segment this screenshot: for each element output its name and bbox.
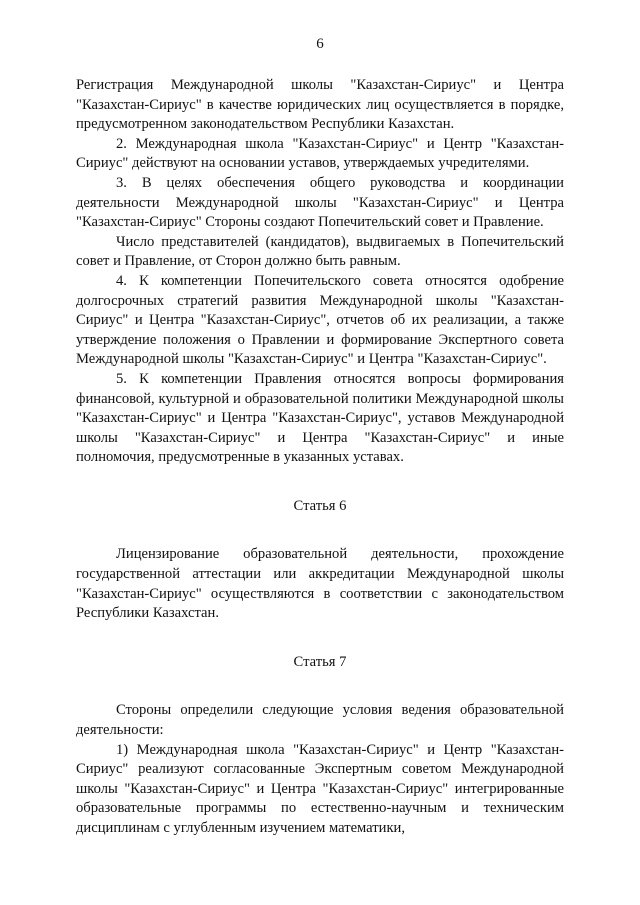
paragraph-item-2: 2. Международная школа "Казахстан-Сириус" и Центр "Казахстан-Сириус" действуют на основании уставов, утверждаемых учредителями. <box>76 135 564 172</box>
page-number: 6 <box>316 36 324 52</box>
paragraph-item-5: 5. К компетенции Правления относятся вопросы формирования финансовой, культурной и образовательной политики Международной школы "Казахстан-Сириус" и Центра "Казахстан-Сириус", уставов Международной школы "Казахстан-Сириус" и Центра "Казахстан-Сириус" и иные полномочия, предусмотренные в указанных уставах. <box>76 370 564 466</box>
article-7-item-1: 1) Международная школа "Казахстан-Сириус" и Центр "Казахстан-Сириус" реализуют согласованные Экспертным советом Международной школы "Казахстан-Сириус" и Центра "Казахстан-Сириус" интегрированные образовательные программы по естественно-научным и техническим дисциплинам с углубленным изучением математики, <box>76 741 564 836</box>
paragraph-item-4: 4. К компетенции Попечительского совета относятся одобрение долгосрочных стратегий развития Международной школы "Казахстан-Сириус" и Центра "Казахстан-Сириус", отчетов об их реализации, а также утверждение положения о Правлении и формирование Экспертного совета Международной школы "Казахстан-Сириус" и Центра "Казахстан-Сириус". <box>76 272 564 368</box>
article-6-heading: Статья 6 <box>293 497 347 514</box>
article-6-text: Лицензирование образовательной деятельности, прохождение государственной аттестации или аккредитации Международной школы "Казахстан-Сириус" осуществляются в соответствии с законодательством Республики Казахстан. <box>76 546 564 622</box>
paragraph-item-3: 3. В целях обеспечения общего руководства и координации деятельности Международной школы "Казахстан-Сириус" и Центра "Казахстан-Сириус" Стороны создают Попечительский совет и Правление. <box>76 174 564 231</box>
article-7-heading: Статья 7 <box>293 653 347 670</box>
paragraph-representatives: Число представителей (кандидатов), выдвигаемых в Попечительский совет и Правление, от Сторон должно быть равным. <box>76 233 564 270</box>
document-body <box>76 76 564 839</box>
article-7-intro: Стороны определили следующие условия ведения образовательной деятельности: <box>76 702 564 739</box>
paragraph-registration: Регистрация Международной школы "Казахстан-Сириус" и Центра "Казахстан-Сириус" в качестве юридических лиц осуществляется в порядке, предусмотренном законодательством Республики Казахстан. <box>76 77 564 133</box>
